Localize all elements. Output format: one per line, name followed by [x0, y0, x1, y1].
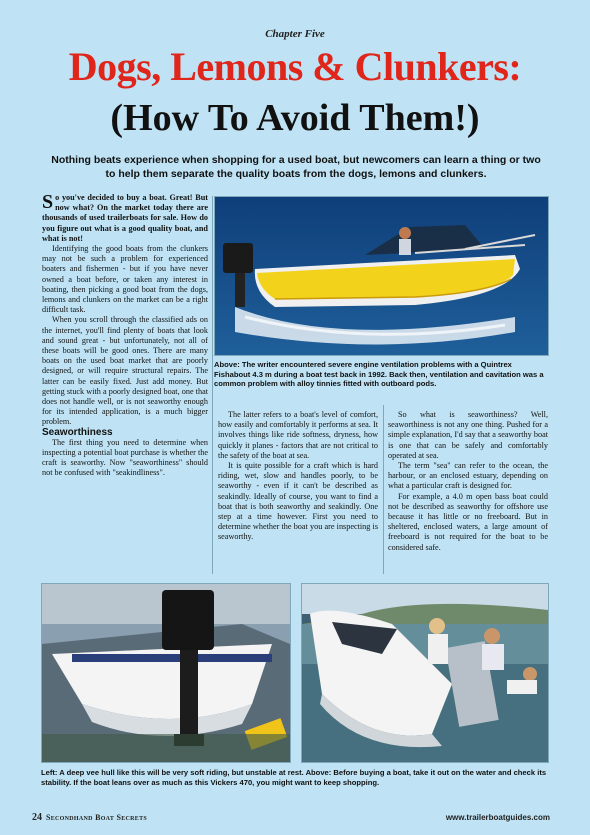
yellow-boat-image [215, 197, 548, 355]
column-divider [383, 405, 384, 574]
lead-paragraph [42, 193, 208, 244]
page-title: Dogs, Lemons & Clunkers: [68, 44, 522, 89]
page-number: 24 [32, 812, 42, 823]
book-title: Secondhand Boat Secrets [46, 813, 148, 822]
boat-photo-bottom-right [301, 583, 549, 763]
paragraph: The latter refers to a boat's level of comfort, how easily and comfortably it performs at sea. It involves things like ride softness, dryness, how quickly it planes - factors that are not critical to the safety of the boat at sea. [218, 410, 378, 460]
paragraph: It is quite possible for a craft which is hard riding, wet, slow and handles poorly, to be seaworthy - even if it can't be described as seakindly. Ideally of course, you want to find a boat that is both seaworthy and seakindly. One step at a time however. First you need to determine whether the boat you are inspecting is seaworthy. [218, 461, 378, 542]
body-column-3 [388, 410, 548, 553]
boat-photo-bottom-left [41, 583, 291, 763]
intro-standfirst: Nothing beats experience when shopping for a used boat, but newcomers can learn a thing or two to help them separate the quality boats from the dogs, lemons and clunkers. [51, 154, 541, 180]
body-column-2 [218, 410, 378, 543]
paragraph: For example, a 4.0 m open bass boat could not be described as seaworthy for offshore use because it has little or no freeboard. But in sheltered, enclosed waters, a large amount of freeboard is not required for the boat to be considered safe. [388, 491, 548, 552]
photo-caption-top: Above: The writer encountered severe engine ventilation problems with a Quintrex Fishabout 4.3 m during a boat test back in 1992. Back then, ventilation and cavitation was a common problem with alloy tinnies fitted with outboard pods. [214, 360, 544, 389]
page-subtitle: (How To Avoid Them!) [110, 97, 480, 139]
website-url: www.trailerboatguides.com [445, 813, 550, 822]
body-column-1 [42, 193, 208, 479]
paragraph: The term "sea" can refer to the ocean, the harbour, or an enclosed estuary, depending on what a particular craft is designed for. [388, 461, 548, 491]
paragraph: Identifying the good boats from the clunkers may not be such a problem for experienced boaters and fishermen - but if you have never owned a boat before, or taken any interest in boating, then picking a good boat from the dogs, lemons and clunkers on the market can be a right difficult task. [42, 244, 208, 315]
chapter-label: Chapter Five [265, 28, 325, 40]
paragraph: The first thing you need to determine when inspecting a potential boat purchase is whether the craft is seaworthy. Now "seaworthiness" should not be confused with "seakindliness". [42, 437, 208, 478]
deep-vee-hull-image [42, 584, 290, 762]
photo-caption-bottom: Left: A deep vee hull like this will be very soft riding, but unstable at rest. Above: Before buying a boat, take it out on the water and check its stability. If the boat leans over as much as this Vickers 470, you might want to keep shopping. [41, 768, 547, 787]
vickers-boat-image [302, 584, 548, 762]
paragraph: So what is seaworthiness? Well, seaworthiness is not any one thing. Pushed for a simple explanation, I'd say that a seaworthy boat is one that can be safely and comfortably operated at sea. [388, 410, 548, 460]
drop-cap: S [42, 191, 54, 213]
lead-text: o you've decided to buy a boat. Great! But now what? On the market today there are thousands of used trailerboats for sale. How do you figure out what is a good quality boat, and what is not! [42, 193, 208, 243]
boat-photo-top [214, 196, 549, 356]
section-heading: Seaworthiness [42, 426, 113, 438]
paragraph: When you scroll through the classified ads on the internet, you'll find plenty of boats that look and sound great - but unfortunately, not all of these boats will be good ones. There are many boats on the used boat market that are poorly designed, or will require structural repairs. The latter can be easily fixed. Just add money. But getting stuck with a poorly designed boat, one that does not handle well, or is not seaworthy enough for its intended application, is a much bigger problem. [42, 315, 208, 427]
page-footer-left [32, 812, 147, 823]
column-divider [212, 196, 213, 574]
